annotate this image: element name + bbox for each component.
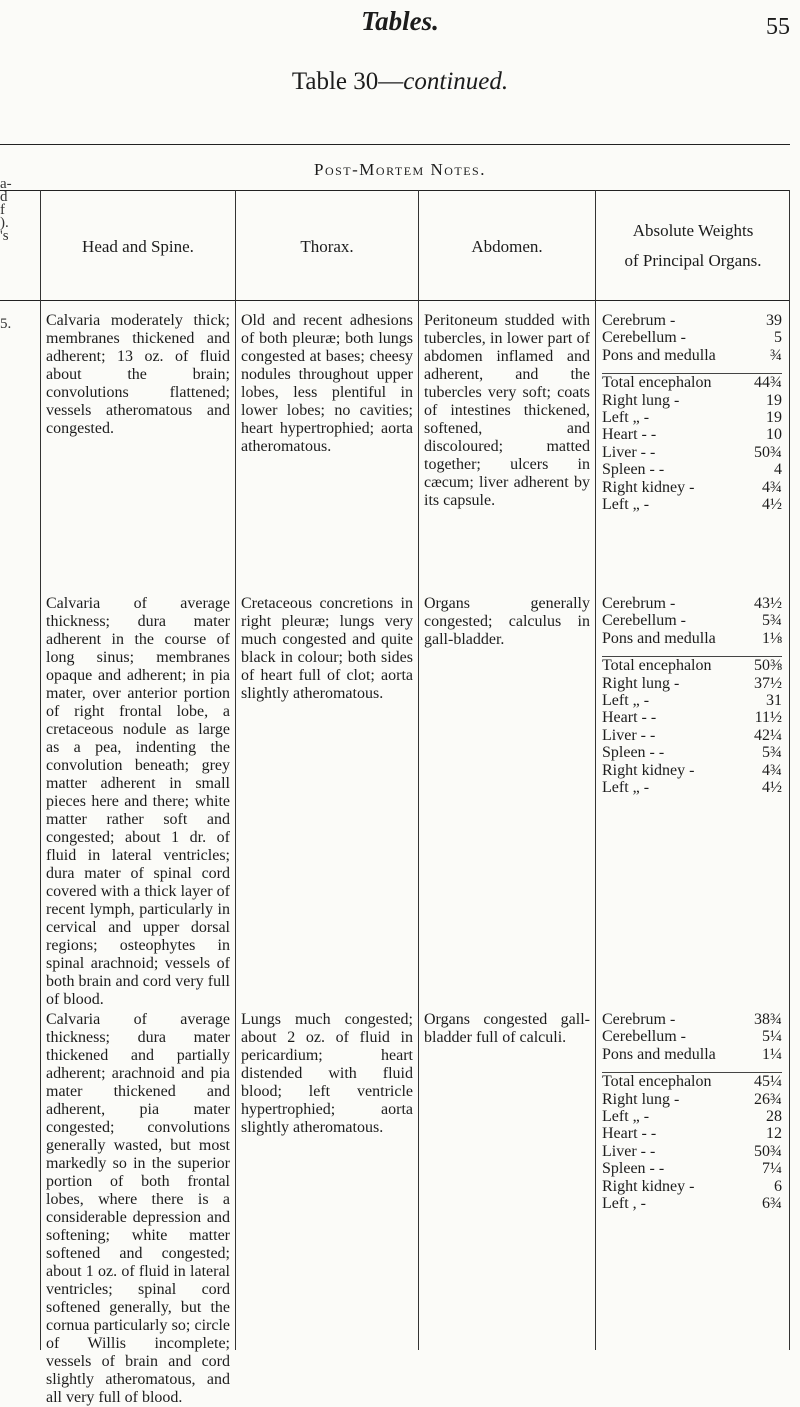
weight-entry [602, 392, 782, 409]
weight-label: Left , - [602, 1195, 646, 1213]
section-title: Post-Mortem Notes. [314, 160, 486, 179]
row-3-weights [602, 1011, 782, 1212]
weight-value: 4 [774, 461, 782, 479]
weight-label: Heart - - [602, 1125, 657, 1143]
weight-label: Right lung - [602, 391, 680, 409]
row-3-head-and-spine: Calvaria of average thickness; dura mater thickened and partially adherent; arachnoid and pia mater thickened and adherent, pia mater congested; convolutions generally wasted, but most markedly so in the superior portion of both frontal lobes, where there is a considerable depression and softening; white matter softened and congested; about 1 oz. of fluid in lateral ventricles; spinal cord softened generally, but the cornua particularly so; circle of Willis incomplete; vessels of brain and cord slightly atheromatous, and all very full of blood. [46, 1011, 230, 1406]
weight-entry [602, 444, 782, 461]
weight-label: Right kidney - [602, 478, 695, 496]
weight-entry [602, 1143, 782, 1160]
table-title-continued: continued. [403, 68, 509, 95]
weight-label: Cerebellum - [602, 612, 686, 630]
row-2-thorax: Cretaceous concretions in right pleuræ; lungs very much congested and quite black in colour; both sides of heart full of clot; aorta slightly atheromatous. [241, 595, 413, 702]
weight-value: 4½ [762, 779, 782, 797]
weight-value: 5¼ [762, 1028, 782, 1046]
weight-value: 26¾ [754, 1090, 782, 1108]
weight-entry [602, 461, 782, 478]
weight-value: 6 [774, 1177, 782, 1195]
weight-entry [602, 727, 782, 744]
weight-value: 7¼ [762, 1160, 782, 1178]
weight-value: 42¼ [754, 726, 782, 744]
weight-value: 1⅛ [762, 629, 782, 647]
row-3-thorax: Lungs much congested; about 2 oz. of fluid in pericardium; heart distended with fluid blood; left ventricle hypertrophied; aorta slightly atheromatous. [241, 1011, 413, 1136]
weight-label: Left „ - [602, 779, 650, 797]
weight-label: Spleen - - [602, 461, 665, 479]
weight-value: 28 [766, 1108, 782, 1126]
weight-label: Left „ - [602, 692, 650, 710]
margin-fragment: a- d f ). 's [0, 176, 12, 244]
row-1-thorax: Old and recent adhesions of both pleuræ; both lungs congested at bases; cheesy nodules throughout upper lobes, less plentiful in lower lobes; no cavities; heart hypertrophied; aorta atheromatous. [241, 312, 413, 455]
weight-value: 50⅜ [754, 657, 782, 675]
row-3-abdomen: Organs congested gall-bladder full of calculi. [424, 1011, 590, 1046]
weight-label: Cerebellum - [602, 1028, 686, 1046]
column-divider-5 [789, 190, 790, 1350]
weight-label: Spleen - - [602, 744, 665, 762]
weight-entry [602, 1125, 782, 1142]
weight-label: Right lung - [602, 674, 680, 692]
weight-value: 4¾ [762, 761, 782, 779]
row-1-head-and-spine: Calvaria moderately thick; membranes thickened and adherent; 13 oz. of fluid about the brain; convolutions flattened; vessels atheromatous and congested. [46, 312, 230, 437]
weight-value: 31 [766, 692, 782, 710]
page-number: 55 [766, 14, 790, 40]
table-title [0, 68, 800, 96]
weight-entry [602, 762, 782, 779]
weight-value: 39 [766, 312, 782, 329]
weight-entry [602, 373, 782, 391]
column-divider-1 [40, 190, 41, 1350]
weight-label: Cerebrum - [602, 312, 676, 329]
weight-entry [602, 1046, 782, 1063]
weight-entry [602, 347, 782, 364]
weight-value: 11½ [754, 709, 782, 727]
weight-value: 50¾ [754, 443, 782, 461]
weight-value: 10 [766, 426, 782, 444]
column-divider-3 [418, 190, 419, 1350]
weight-label: Right lung - [602, 1090, 680, 1108]
weight-entry [602, 612, 782, 629]
weight-label: Liver - - [602, 1142, 656, 1160]
weight-label: Left „ - [602, 1108, 650, 1126]
weight-entry [602, 409, 782, 426]
row-1-abdomen: Peritoneum studded with tubercles, in lower part of abdomen inflamed and adherent, and the tubercles very soft; coats of intestines thickened, softened, and discoloured; matted together; ulcers in cæcum; liver adherent by its capsule. [424, 312, 590, 509]
weight-entry [602, 426, 782, 443]
weight-value: 45¼ [754, 1073, 782, 1091]
weight-value: 5 [774, 329, 782, 347]
header-thorax: Thorax. [300, 237, 354, 256]
weight-entry [602, 1178, 782, 1195]
column-divider-2 [235, 190, 236, 1350]
weight-label: Heart - - [602, 426, 657, 444]
weight-label: Total encephalon [602, 657, 712, 675]
row-1-weights [602, 312, 782, 513]
weight-value: ¾ [770, 346, 782, 364]
column-divider-4 [595, 190, 596, 1350]
weight-label: Right kidney - [602, 761, 695, 779]
weight-entry [602, 1160, 782, 1177]
weight-entry [602, 595, 782, 612]
weight-label: Total encephalon [602, 374, 712, 392]
weight-entry [602, 1091, 782, 1108]
weight-entry [602, 1108, 782, 1125]
weight-entry [602, 1028, 782, 1045]
weight-label: Liver - - [602, 443, 656, 461]
rule-under-section-title [0, 190, 790, 191]
row-2-weights [602, 595, 782, 796]
weight-value: 6¾ [762, 1195, 782, 1213]
header-head-and-spine: Head and Spine. [82, 237, 194, 256]
weight-entry [602, 675, 782, 692]
weight-entry [602, 709, 782, 726]
weight-entry [602, 1072, 782, 1090]
weight-label: Cerebrum - [602, 1011, 676, 1028]
table-title-main: Table 30— [291, 68, 404, 95]
running-head: Tables. [361, 6, 439, 36]
weight-entry [602, 329, 782, 346]
weight-value: 4¾ [762, 478, 782, 496]
weight-label: Cerebellum - [602, 329, 686, 347]
header-weights-line-1: Absolute Weights [632, 221, 754, 240]
weight-entry [602, 496, 782, 513]
weight-value: 44¾ [754, 374, 782, 392]
weight-value: 19 [766, 409, 782, 427]
weight-label: Liver - - [602, 726, 656, 744]
weight-entry [602, 744, 782, 761]
weight-value: 38¾ [754, 1011, 782, 1028]
weight-entry [602, 692, 782, 709]
header-abdomen: Abdomen. [471, 237, 543, 256]
row-2-head-and-spine: Calvaria of average thickness; dura mater adherent in the course of long sinus; membranes opaque and adherent; in pia mater, over anterior portion of right frontal lobe, a cretaceous nodule as large as a pea, indenting the convolution beneath; grey matter adherent in small pieces here and there; white matter rather soft and congested; about 1 dr. of fluid in lateral ventricles; dura mater of spinal cord covered with a thick layer of recent lymph, particularly in cervical and upper dorsal regions; osteophytes in spinal arachnoid; vessels of both brain and cord very full of blood. [46, 595, 230, 1008]
weight-label: Right kidney - [602, 1177, 695, 1195]
weight-value: 50¾ [754, 1142, 782, 1160]
weight-entry [602, 312, 782, 329]
weight-label: Pons and medulla [602, 629, 716, 647]
rule-top [0, 144, 790, 145]
margin-row-number: 5. [0, 316, 12, 332]
row-2-abdomen: Organs generally congested; calculus in gall-bladder. [424, 595, 590, 648]
weight-value: 12 [766, 1125, 782, 1143]
weight-label: Pons and medulla [602, 1045, 716, 1063]
weight-value: 37½ [754, 674, 782, 692]
weight-value: 1¼ [762, 1045, 782, 1063]
weight-value: 43½ [754, 595, 782, 612]
weight-label: Left „ - [602, 409, 650, 427]
weight-entry [602, 1195, 782, 1212]
weight-label: Heart - - [602, 709, 657, 727]
weight-entry [602, 779, 782, 796]
weight-label: Left „ - [602, 496, 650, 514]
weight-value: 4½ [762, 496, 782, 514]
weight-entry [602, 630, 782, 647]
weight-entry [602, 1011, 782, 1028]
rule-under-headers [0, 300, 790, 301]
weight-label: Spleen - - [602, 1160, 665, 1178]
header-weights-line-2: of Principal Organs. [624, 251, 762, 270]
weight-label: Total encephalon [602, 1073, 712, 1091]
weight-entry [602, 656, 782, 674]
weight-label: Cerebrum - [602, 595, 676, 612]
weight-value: 19 [766, 391, 782, 409]
weight-entry [602, 479, 782, 496]
weight-value: 5¾ [762, 612, 782, 630]
weight-label: Pons and medulla [602, 346, 716, 364]
header-absolute-weights [598, 216, 788, 276]
weight-value: 5¾ [762, 744, 782, 762]
